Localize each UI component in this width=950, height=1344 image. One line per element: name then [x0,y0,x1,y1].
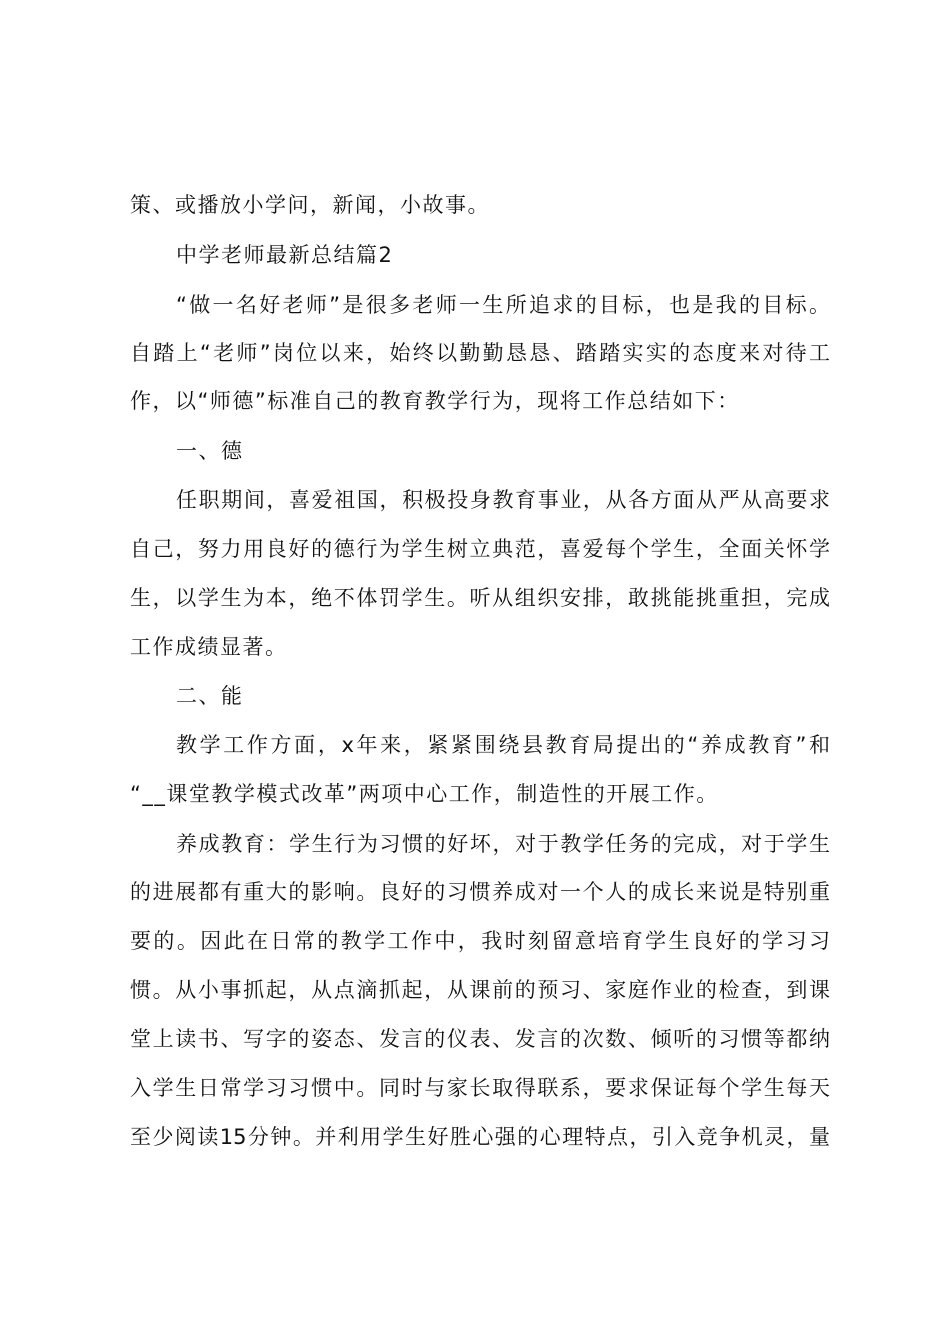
text-line: “做一名好老师”是很多老师一生所追求的目标，也是我的目标。 [176,293,830,317]
text-line: 自踏上“老师”岗位以来，始终以勤勤恳恳、踏踏实实的态度来对待工 [130,341,830,365]
text-line: “__课堂教学模式改革”两项中心工作，制造性的开展工作。 [130,782,719,806]
section-title: 中学老师最新总结篇2 [176,243,394,267]
text-line: 至少阅读15分钟。并利用学生好胜心强的心理特点，引入竞争机灵，量 [130,1125,830,1149]
text-line: 工作成绩显著。 [130,635,288,659]
text-line: 自己，努力用良好的德行为学生树立典范，喜爱每个学生，全面关怀学 [130,537,830,561]
text-line: 惯。从小事抓起，从点滴抓起，从课前的预习、家庭作业的检查，到课 [130,978,830,1002]
section-heading: 一、德 [176,439,244,463]
text-line: 要的。因此在日常的教学工作中，我时刻留意培育学生良好的学习习 [130,929,830,953]
text-line: 生，以学生为本，绝不体罚学生。听从组织安排，敢挑能挑重担，完成 [130,586,830,610]
text-line: 养成教育：学生行为习惯的好坏，对于教学任务的完成，对于学生 [176,832,830,856]
text-line: 作，以“师德”标准自己的教育教学行为，现将工作总结如下： [130,389,740,413]
text-line: 堂上读书、写字的姿态、发言的仪表、发言的次数、倾听的习惯等都纳 [130,1027,830,1051]
text-line: 的进展都有重大的影响。良好的习惯养成对一个人的成长来说是特别重 [130,880,830,904]
section-heading: 二、能 [176,684,244,708]
text-line: 任职期间，喜爱祖国，积极投身教育事业，从各方面从严从高要求 [176,488,830,512]
text-line: 策、或播放小学问，新闻，小故事。 [130,193,490,217]
text-line: 教学工作方面，x年来，紧紧围绕县教育局提出的“养成教育”和 [176,733,830,757]
text-line: 入学生日常学习习惯中。同时与家长取得联系，要求保证每个学生每天 [130,1076,830,1100]
